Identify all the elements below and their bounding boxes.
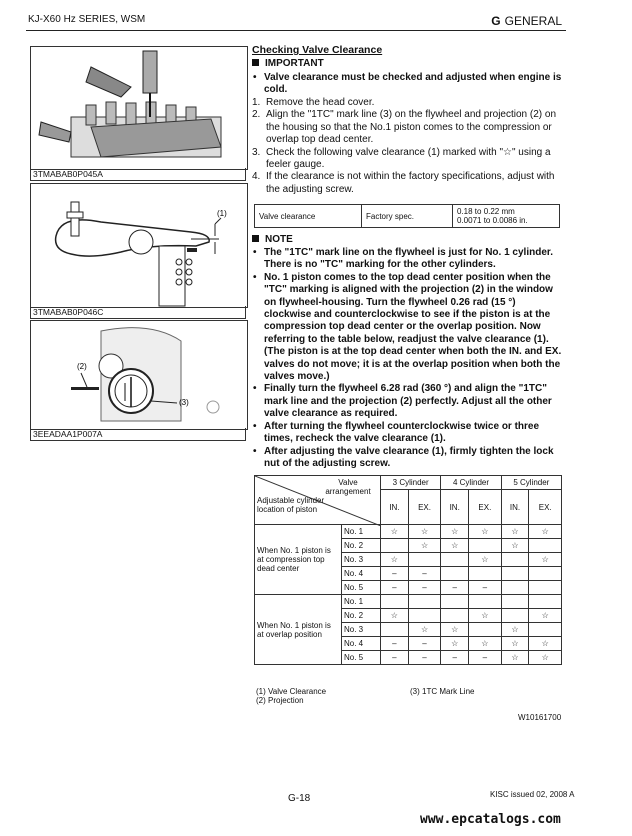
section-title: Checking Valve Clearance <box>252 44 383 56</box>
figure-caption: 3TMABAB0P046C <box>30 306 246 319</box>
cell-mark: ☆ <box>469 637 502 651</box>
figure-caption: 3EEADAA1P007A <box>30 428 246 441</box>
note-label <box>252 234 564 246</box>
cell-mark: ☆ <box>469 525 502 539</box>
cell-mark: ☆ <box>381 525 409 539</box>
cell-mark: – <box>408 651 441 665</box>
note-item: • The "1TC" mark line on the flywheel is just for No. 1 cylinder. There is no "TC" marking for the other cylinders. <box>252 247 564 272</box>
cylinder-number: No. 2 <box>342 609 381 623</box>
section-name: GENERAL <box>504 14 562 28</box>
cell-mark: ☆ <box>469 609 502 623</box>
figure-rocker-arm <box>30 183 248 308</box>
cell-mark <box>501 595 529 609</box>
cell-mark <box>441 553 469 567</box>
important-note <box>252 72 564 97</box>
cylinder-number: No. 2 <box>342 539 381 553</box>
cell-mark: ☆ <box>441 623 469 637</box>
cell-mark <box>469 595 502 609</box>
sub-header: IN. <box>381 490 409 525</box>
spec-table <box>254 204 560 228</box>
step-1: 1. Remove the head cover. <box>252 97 375 108</box>
cylinder-number: No. 3 <box>342 623 381 637</box>
sub-header: EX. <box>529 490 562 525</box>
cell-mark <box>408 609 441 623</box>
cell-mark: ☆ <box>441 525 469 539</box>
cylinder-number: No. 5 <box>342 581 381 595</box>
cell-mark <box>381 595 409 609</box>
note-item: • Finally turn the flywheel 6.28 rad (360 °) and align the "1TC" mark line and the projection (2) perfectly. Adjust all the other valve clearance as required. <box>252 383 564 420</box>
cell-mark <box>469 567 502 581</box>
figure-valve-gauge <box>30 46 248 170</box>
cell-mark <box>529 595 562 609</box>
legend-item: (1) Valve Clearance <box>256 687 327 696</box>
cell-mark <box>441 609 469 623</box>
important-text: IMPORTANT <box>265 58 324 69</box>
cell-mark: ☆ <box>408 539 441 553</box>
spec-value: 0.18 to 0.22 mm 0.0071 to 0.0086 in. <box>453 205 560 228</box>
square-bullet-icon <box>252 59 259 66</box>
cell-mark: ☆ <box>441 637 469 651</box>
note-item: • No. 1 piston comes to the top dead center position when the "TC" marking is aligned with the projection (2) in the window on flywheel-housing. Turn the flywheel 0.26 rad (15 °) clockwise and counterclockwise to see if the piston is at the compression top dead center or the overlap position. Now referring to the table below, readjust the valve clearance (1). (The piston is at the top dead center when both the IN. and EX. valves do not move; it is at the overlap position when both the valves move.) <box>252 272 564 384</box>
figure-flywheel-mark <box>30 320 248 430</box>
cell-mark <box>501 581 529 595</box>
flywheel-mark-illustration <box>31 321 247 429</box>
cell-mark: ☆ <box>529 525 562 539</box>
corner-top-label: Valve arrangement <box>325 478 371 496</box>
cell-mark: – <box>408 637 441 651</box>
cell-mark <box>529 539 562 553</box>
cell-mark: ☆ <box>501 623 529 637</box>
legend-item: (2) Projection <box>256 696 304 705</box>
cell-mark: ☆ <box>529 637 562 651</box>
manual-series-title: KJ-X60 Hz SERIES, WSM <box>28 14 146 25</box>
cell-mark <box>529 581 562 595</box>
cell-mark: ☆ <box>469 553 502 567</box>
step-2: 2. Align the "1TC" mark line (3) on the flywheel and projection (2) on the housing so that the No.1 piston comes to the compression or overlap top dead center. <box>252 109 557 146</box>
cell-mark: ☆ <box>501 651 529 665</box>
watermark: www.epcatalogs.com <box>420 812 561 827</box>
cell-mark: ☆ <box>381 609 409 623</box>
cell-mark: ☆ <box>529 651 562 665</box>
square-bullet-icon <box>252 235 259 242</box>
cylinder-number: No. 1 <box>342 595 381 609</box>
spec-item: Valve clearance <box>255 205 362 228</box>
cell-mark: ☆ <box>501 637 529 651</box>
cell-mark: ☆ <box>408 623 441 637</box>
table-row <box>255 595 562 609</box>
section-header <box>491 14 562 28</box>
important-item: • Valve clearance must be checked and adjusted when engine is cold. <box>252 72 564 97</box>
cell-mark: – <box>469 651 502 665</box>
callout-2: (2) <box>77 362 87 371</box>
cell-mark: – <box>381 651 409 665</box>
callout-1: (1) <box>217 209 227 218</box>
sub-header: EX. <box>469 490 502 525</box>
cell-mark <box>529 567 562 581</box>
step-3: 3. Check the following valve clearance (1) marked with "☆" using a feeler gauge. <box>252 146 551 171</box>
steps-list <box>252 97 564 196</box>
cell-mark <box>529 623 562 637</box>
section-letter: G <box>491 14 501 28</box>
cell-mark: ☆ <box>381 553 409 567</box>
sub-header: EX. <box>408 490 441 525</box>
cell-mark <box>469 539 502 553</box>
note-text: NOTE <box>265 234 293 245</box>
cell-mark: – <box>441 581 469 595</box>
note-item: • After adjusting the valve clearance (1), firmly tighten the lock nut of the adjusting screw. <box>252 446 564 471</box>
cell-mark: – <box>469 581 502 595</box>
cell-mark <box>381 623 409 637</box>
cylinder-number: No. 3 <box>342 553 381 567</box>
cylinder-number: No. 4 <box>342 567 381 581</box>
cell-mark <box>501 609 529 623</box>
group-label: When No. 1 piston is at overlap position <box>255 595 342 665</box>
cylinder-number: No. 4 <box>342 637 381 651</box>
legend-left <box>256 687 326 705</box>
group-label: When No. 1 piston is at compression top dead center <box>255 525 342 595</box>
note-item: • After turning the flywheel counterclockwise twice or three times, recheck the valve clearance (1). <box>252 421 564 446</box>
cell-mark: – <box>381 637 409 651</box>
valve-arrangement-table <box>254 475 562 665</box>
cell-mark: – <box>408 581 441 595</box>
cell-mark <box>501 553 529 567</box>
cell-mark: ☆ <box>501 539 529 553</box>
reference-code: W10161700 <box>518 713 562 722</box>
notes-list <box>252 247 564 470</box>
cell-mark: – <box>441 651 469 665</box>
valve-gauge-illustration <box>31 47 247 169</box>
cylinder-number: No. 5 <box>342 651 381 665</box>
cell-mark: ☆ <box>529 609 562 623</box>
cyl-header: 3 Cylinder <box>381 476 441 490</box>
legend-right <box>410 687 474 696</box>
cell-mark: ☆ <box>501 525 529 539</box>
sub-header: IN. <box>441 490 469 525</box>
cell-mark: – <box>408 567 441 581</box>
sub-header: IN. <box>501 490 529 525</box>
legend-item: (3) 1TC Mark Line <box>410 687 475 696</box>
cell-mark <box>408 595 441 609</box>
step-4: 4. If the clearance is not within the factory specifications, adjust with the adjusting screw. <box>252 171 555 195</box>
figure-caption: 3TMABAB0P045A <box>30 168 246 181</box>
cell-mark <box>501 567 529 581</box>
cell-mark <box>408 553 441 567</box>
cell-mark: – <box>381 581 409 595</box>
cell-mark: ☆ <box>529 553 562 567</box>
cell-mark <box>441 567 469 581</box>
corner-bottom-label: Adjustable cylinder location of piston <box>257 496 325 514</box>
spec-label: Factory spec. <box>362 205 453 228</box>
header-rule <box>26 30 566 31</box>
cell-mark: – <box>381 567 409 581</box>
cyl-header: 4 Cylinder <box>441 476 501 490</box>
cylinder-number: No. 1 <box>342 525 381 539</box>
table-corner <box>255 476 381 525</box>
cell-mark: ☆ <box>408 525 441 539</box>
issue-info: KISC issued 02, 2008 A <box>490 790 575 799</box>
cell-mark <box>381 539 409 553</box>
cell-mark <box>469 623 502 637</box>
cyl-header: 5 Cylinder <box>501 476 561 490</box>
page-number: G-18 <box>288 793 311 804</box>
cell-mark: ☆ <box>441 539 469 553</box>
table-row <box>255 525 562 539</box>
cell-mark <box>441 595 469 609</box>
important-label <box>252 58 564 70</box>
rocker-arm-illustration <box>31 184 247 307</box>
callout-3: (3) <box>179 398 189 407</box>
